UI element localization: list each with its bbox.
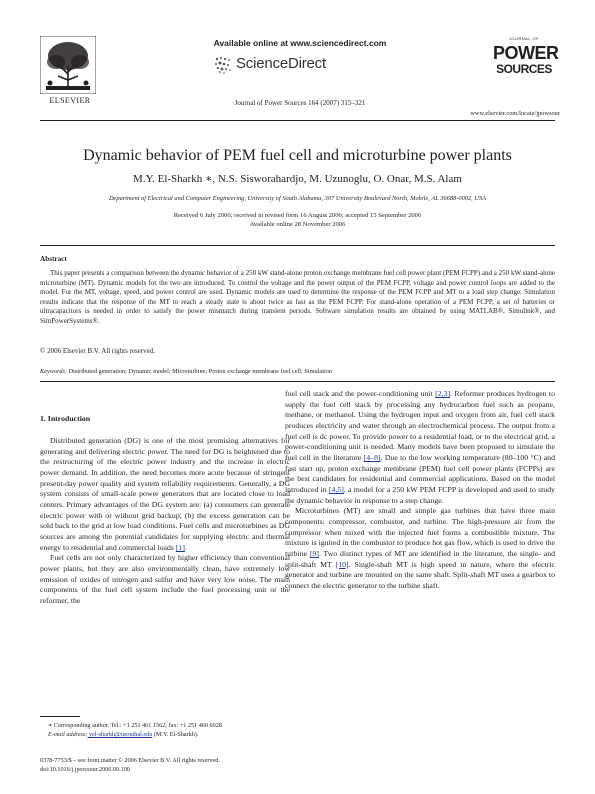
author-affiliation: Department of Electrical and Computer Engineering, University of South Alabama, 307 University Boulevard North, Mobile, AL 36688-0002, USA [108, 195, 487, 202]
doi-link[interactable]: doi:10.1016/j.jpowsour.2006.09.100 [40, 766, 130, 773]
footnote-rule [40, 716, 80, 717]
body-paragraph: fuel cell stack and the power-conditioning unit [2,3]. Reformer produces hydrogen to supply the fuel cell stack by processing any hydrocarbon fuel such as propane, methane, or methanol. Using the hydrogen input and oxygen from air, fuel cell stack produces electricity and water through an electrochemical process. The output from a fuel cell is dc power. To provide power to a residential load, or to the electrical grid, a power-conditioning unit is needed. Many models have been proposed to simulate the fuel cell in the literature [4–8]. Due to the low working temperature (80–100 °C) and fast start up, proton exchange membrane (PEM) fuel cell power plants (FCPPs) are the best candidates for residential and commercial applications. Based on the model introduced in [4,5], a model for a 250 kW PEM FCPP is developed and used to study the dynamic behavior in response to a step change. [285, 389, 555, 505]
keywords-list: Distributed generation; Dynamic model; Microturbine; Proton exchange membrane fuel cell; Simulation [67, 368, 332, 375]
article-title: Dynamic behavior of PEM fuel cell and microturbine power plants [83, 147, 512, 164]
article-dates [40, 211, 555, 229]
citation-link[interactable]: [4–8] [363, 452, 381, 462]
journal-url-link[interactable]: www.elsevier.com/locate/jpowsour [470, 110, 560, 117]
body-paragraph: Microturbines (MT) are small and simple gas turbines that have three main components: compressor, combustor, and turbine. The high-pressure air from the compressor when mixed with the injected fuel forms a combustible mixture. The mixture is ignited in the combustor to produce hot gas flow, which is used to drive the turbine [9]. Two distinct types of MT are identified in the literature, the single- and split-shaft MT [10]. Single-shaft MT is high speed in nature, where the electric generator and turbine are mounted on the same shaft. Split-shaft MT uses a gearbox to connect the electric generator to the turbine shaft. [285, 506, 556, 590]
keywords-line [40, 368, 555, 375]
sciencedirect-wordmark: ScienceDirect [236, 55, 326, 72]
publisher-name: ELSEVIER [49, 96, 91, 105]
citation-link[interactable]: [10] [335, 559, 349, 569]
page-footer [40, 756, 300, 774]
abstract-top-rule [40, 245, 555, 246]
citation-link[interactable]: [2,3] [435, 389, 451, 398]
journal-reference: Journal of Power Sources 164 (2007) 315–321 [234, 99, 366, 107]
footnote-email-line: E-mail address: yel-sharkh@usouthal.edu (M.Y. El-Sharkh). [48, 731, 199, 738]
citation-link[interactable]: [1] [175, 542, 185, 552]
journal-logo-prefix: JOURNAL OF [508, 36, 540, 41]
journal-logo [493, 36, 559, 104]
online-date: Available online 28 November 2006 [249, 221, 346, 228]
keywords-label: Keywords: [40, 368, 68, 375]
corresponding-author-footnote [40, 721, 290, 739]
footnote-contact: ∗ Corresponding author. Tel.: +1 251 461 1562; fax: +1 251 460 6028. [48, 722, 224, 729]
body-paragraph: Distributed generation (DG) is one of the most promising alternatives for generating and delivering electric power. The need for DG is heightened due to the restructuring of the electric power industry and the increase in electric power demand. In addition, the need becomes more acute because of stringent present-day power quality and system reliability requirements. Generally, a DG system consists of small-scale power generators that are located close to load centers. Primary advantages of the DG system are: (a) consumers can generate electric power with or without grid backup; (b) the excess generation can be sold back to the grid at low load conditions. Fuel cells and microturbines as DG sources are among the potential candidates for supplying electric and thermal energy to residential and commercial loads [1]. [40, 436, 290, 552]
author-list: M.Y. El-Sharkh ∗, N.S. Sisworahardjo, M. Uzunoglu, O. Onar, M.S. Alam [133, 173, 462, 185]
abstract-text: This paper presents a comparison between the dynamic behavior of a 250 kW stand-alone proton exchange membrane fuel cell power plant (PEM FCPP) and a 250 kW stand-alone microturbine (MT). Dynamic models for the two are introduced. To control the voltage and the power output of the PEM FCPP, voltage and power control loops are added to the model. For the MT, voltage, speed, and power control are used. Dynamic models are used to determine the response of the PEM FCPP and MT to a load step change. Simulation results indicate that the response of the MT to reach a steady state is about twice as fast as the PEM FCPP. For stand-alone operation of a PEM FCPP, a set of batteries or ultracapacitors is needed in order to satisfy the power mismatch during transient periods. Software simulation results are obtained by using MATLAB®, Simulink®, and SimPowerSystems®. [40, 269, 555, 325]
journal-logo-word-2: SOURCES [496, 62, 552, 76]
sciencedirect-dots-icon [214, 56, 232, 74]
email-link[interactable]: yel-sharkh@usouthal.edu [87, 731, 153, 738]
masthead-rule [40, 120, 555, 121]
sciencedirect-logo [214, 54, 374, 76]
received-dates: Received 6 July 2006; received in revised form 16 August 2006; accepted 15 September 2006 [173, 212, 422, 219]
left-column [40, 436, 290, 607]
citation-link[interactable]: [9] [309, 548, 319, 558]
abstract-copyright: © 2006 Elsevier B.V. All rights reserved. [40, 347, 156, 355]
journal-logo-word-1: POWER [493, 43, 559, 63]
body-paragraph: Fuel cells are not only characterized by higher efficiency than conventional power plants, but they are also environmentally clean, have extremely low emission of oxides of nitrogen and sulfur and have very low noise. The main components of the fuel cell system include the fuel processing unit or the reformer, the [40, 553, 290, 605]
section-heading-introduction: 1. Introduction [40, 414, 91, 423]
email-label: E-mail address: [48, 731, 88, 738]
abstract-heading: Abstract [40, 255, 67, 263]
citation-link[interactable]: [4,5] [328, 484, 344, 494]
abstract-bottom-rule [40, 381, 555, 382]
right-column [285, 389, 555, 591]
available-online-text: Available online at www.sciencedirect.com [213, 38, 387, 48]
front-matter-line: 0378-7753/$ – see front matter © 2006 Elsevier B.V. All rights reserved. [40, 757, 220, 764]
